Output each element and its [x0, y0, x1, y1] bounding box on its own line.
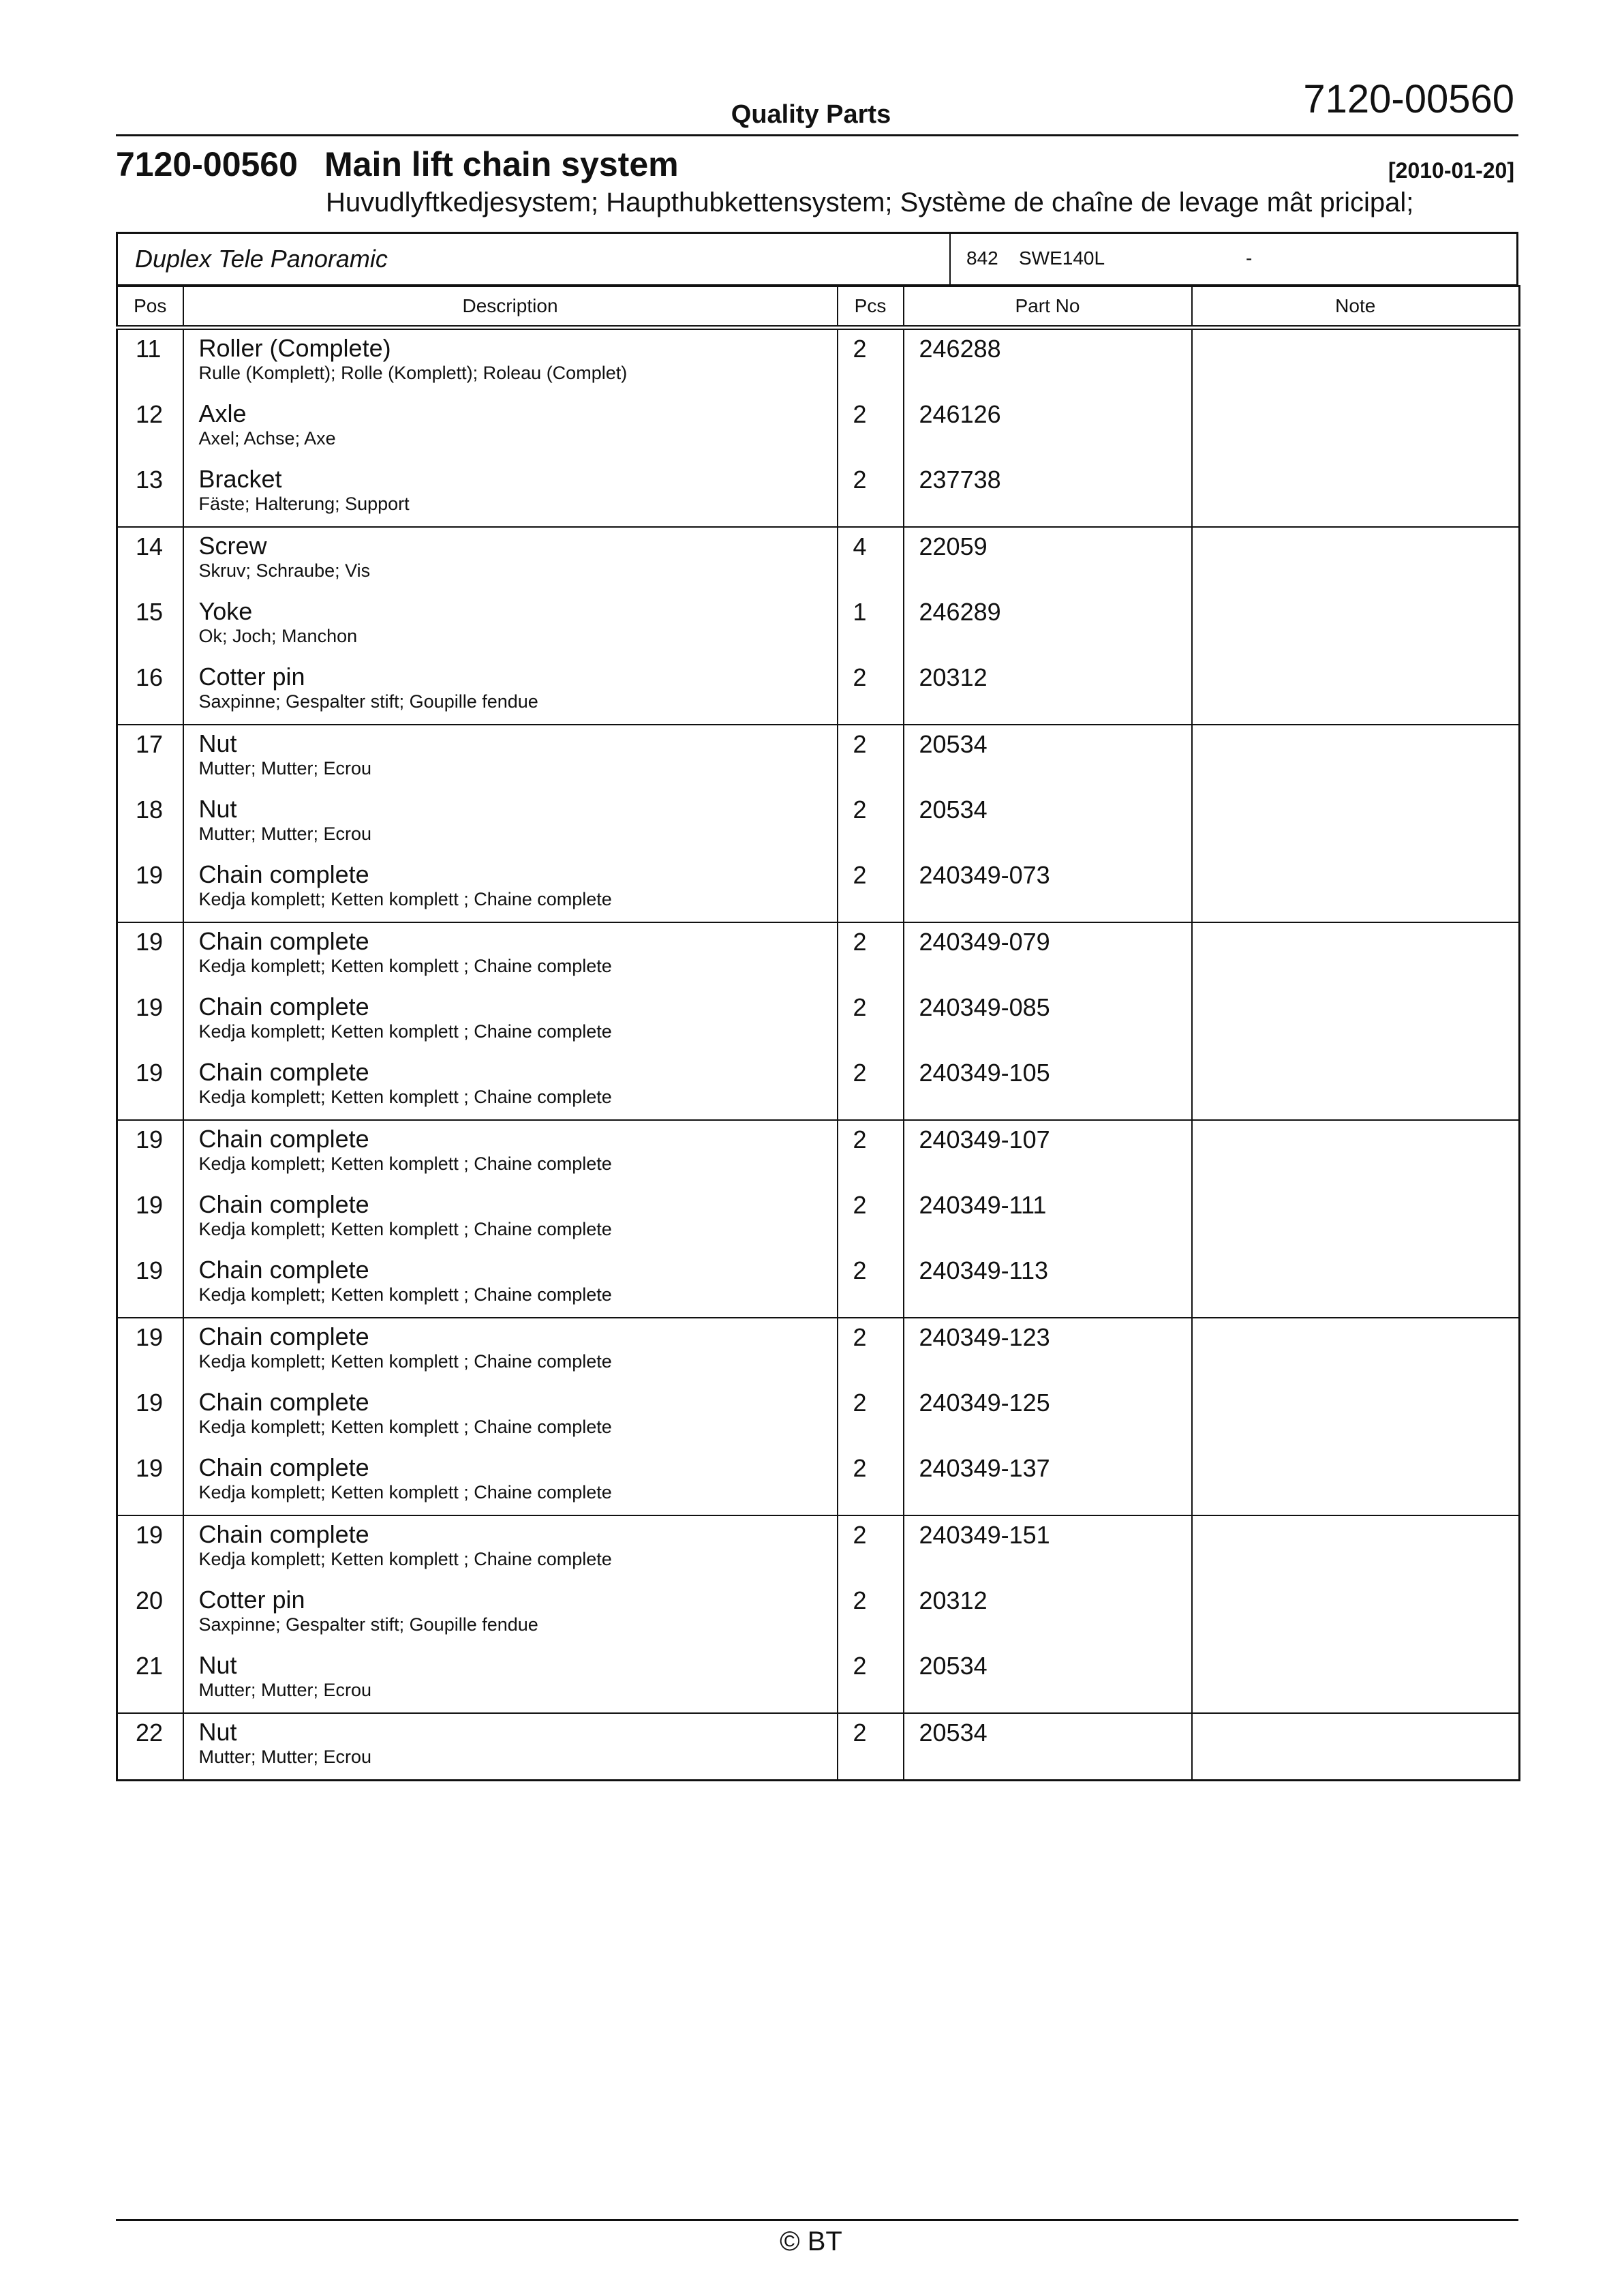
row-note: [1192, 1582, 1520, 1647]
row-part-no: 240349-105: [904, 1054, 1192, 1120]
row-note: [1192, 527, 1520, 593]
row-description-translations: Mutter; Mutter; Ecrou: [198, 1680, 372, 1700]
model-name: Duplex Tele Panoramic: [135, 245, 388, 273]
row-note: [1192, 1054, 1520, 1120]
row-pcs: 2: [838, 1120, 904, 1186]
row-part-no: 20534: [904, 791, 1192, 856]
parts-table: [116, 285, 1520, 1781]
column-header-pos: Pos: [117, 286, 183, 328]
row-description-main: Chain complete: [198, 927, 369, 955]
row-note: [1192, 1384, 1520, 1449]
table-row: [117, 1713, 1520, 1781]
row-description-main: Nut: [198, 729, 237, 757]
row-part-no: 20312: [904, 1582, 1192, 1647]
row-pcs: 2: [838, 1252, 904, 1318]
row-pcs: 2: [838, 856, 904, 922]
table-row: [117, 1515, 1520, 1582]
row-description-translations: Kedja komplett; Ketten komplett ; Chaine complete: [198, 889, 612, 909]
row-note: [1192, 988, 1520, 1054]
parts-table-body: [117, 328, 1520, 1781]
row-description: [183, 1318, 838, 1384]
row-description-main: Cotter pin: [198, 663, 305, 691]
row-description-translations: Kedja komplett; Ketten komplett ; Chaine complete: [198, 1351, 612, 1372]
row-pos: 21: [117, 1647, 183, 1713]
row-description-translations: Mutter; Mutter; Ecrou: [198, 1747, 372, 1767]
row-part-no: 240349-151: [904, 1515, 1192, 1582]
section-translations: Huvudlyftkedjesystem; Haupthubkettensystem; Système de chaîne de levage mât pricipal;: [326, 187, 1414, 217]
row-description-translations: Kedja komplett; Ketten komplett ; Chaine complete: [198, 1219, 612, 1239]
row-description-main: Chain complete: [198, 1190, 369, 1218]
row-description-translations: Kedja komplett; Ketten komplett ; Chaine complete: [198, 1549, 612, 1569]
row-description: [183, 659, 838, 725]
row-description-translations: Kedja komplett; Ketten komplett ; Chaine complete: [198, 1284, 612, 1305]
row-description-translations: Kedja komplett; Ketten komplett ; Chaine complete: [198, 1087, 612, 1107]
row-description: [183, 1054, 838, 1120]
row-part-no: 240349-123: [904, 1318, 1192, 1384]
row-description: [183, 725, 838, 791]
row-pos: 12: [117, 395, 183, 461]
column-header-part-no: Part No: [904, 286, 1192, 328]
row-description-main: Nut: [198, 1651, 237, 1679]
table-row: [117, 988, 1520, 1054]
row-note: [1192, 922, 1520, 988]
table-row: [117, 725, 1520, 791]
row-pos: 11: [117, 328, 183, 396]
row-note: [1192, 1252, 1520, 1318]
row-description-main: Chain complete: [198, 993, 369, 1021]
table-header-row: [117, 286, 1520, 328]
row-description: [183, 527, 838, 593]
table-row: [117, 659, 1520, 725]
header-doc-number: 7120-00560: [1303, 77, 1514, 121]
row-part-no: 237738: [904, 461, 1192, 527]
row-description: [183, 328, 838, 396]
row-part-no: 240349-111: [904, 1186, 1192, 1252]
model-code: 842: [966, 247, 998, 269]
row-note: [1192, 1515, 1520, 1582]
row-part-no: 20534: [904, 1713, 1192, 1781]
table-row: [117, 395, 1520, 461]
section-title: Main lift chain system: [324, 145, 679, 183]
row-pcs: 2: [838, 1054, 904, 1120]
row-description-main: Axle: [198, 399, 247, 427]
row-pcs: 2: [838, 1449, 904, 1515]
row-description-main: Roller (Complete): [198, 334, 391, 362]
row-part-no: 240349-137: [904, 1449, 1192, 1515]
section-code: 7120-00560: [116, 145, 298, 183]
row-pos: 19: [117, 1515, 183, 1582]
model-box: [116, 232, 1518, 286]
row-description-main: Chain complete: [198, 860, 369, 888]
row-note: [1192, 328, 1520, 396]
row-pos: 15: [117, 593, 183, 659]
row-note: [1192, 1713, 1520, 1781]
row-description-translations: Kedja komplett; Ketten komplett ; Chaine complete: [198, 1021, 612, 1042]
header-divider: [116, 134, 1518, 136]
row-pos: 16: [117, 659, 183, 725]
row-description: [183, 922, 838, 988]
header-title: Quality Parts: [731, 100, 891, 129]
row-description-translations: Saxpinne; Gespalter stift; Goupille fendue: [198, 1614, 538, 1635]
table-row: [117, 1582, 1520, 1647]
model-divider: [949, 234, 951, 284]
row-description-main: Yoke: [198, 597, 253, 625]
row-description-main: Chain complete: [198, 1323, 369, 1350]
column-header-note: Note: [1192, 286, 1520, 328]
table-row: [117, 1054, 1520, 1120]
row-note: [1192, 1647, 1520, 1713]
row-description: [183, 1647, 838, 1713]
table-row: [117, 328, 1520, 396]
row-pos: 18: [117, 791, 183, 856]
row-pcs: 2: [838, 1515, 904, 1582]
column-header-description: Description: [183, 286, 838, 328]
row-pcs: 2: [838, 1647, 904, 1713]
row-description-main: Bracket: [198, 465, 282, 493]
row-description-main: Chain complete: [198, 1125, 369, 1153]
row-pos: 19: [117, 922, 183, 988]
footer-divider: [116, 2219, 1518, 2221]
row-description-main: Screw: [198, 532, 267, 560]
row-description: [183, 395, 838, 461]
table-row: [117, 922, 1520, 988]
row-note: [1192, 461, 1520, 527]
row-description: [183, 1582, 838, 1647]
row-pcs: 2: [838, 1384, 904, 1449]
section-heading: [116, 145, 679, 184]
row-note: [1192, 1120, 1520, 1186]
row-note: [1192, 1318, 1520, 1384]
row-pos: 19: [117, 1054, 183, 1120]
row-description-translations: Kedja komplett; Ketten komplett ; Chaine complete: [198, 1417, 612, 1437]
row-pos: 19: [117, 1186, 183, 1252]
row-part-no: 246289: [904, 593, 1192, 659]
row-pos: 19: [117, 1384, 183, 1449]
table-row: [117, 856, 1520, 922]
row-description-main: Chain complete: [198, 1256, 369, 1284]
row-description: [183, 461, 838, 527]
row-pcs: 1: [838, 593, 904, 659]
row-pcs: 2: [838, 1713, 904, 1781]
row-description-translations: Skruv; Schraube; Vis: [198, 560, 371, 581]
row-description: [183, 1186, 838, 1252]
row-description-translations: Saxpinne; Gespalter stift; Goupille fendue: [198, 691, 538, 712]
row-pos: 13: [117, 461, 183, 527]
row-part-no: 240349-073: [904, 856, 1192, 922]
table-row: [117, 1449, 1520, 1515]
row-part-no: 240349-113: [904, 1252, 1192, 1318]
row-description: [183, 791, 838, 856]
row-part-no: 240349-107: [904, 1120, 1192, 1186]
row-pcs: 2: [838, 1186, 904, 1252]
table-row: [117, 461, 1520, 527]
row-pos: 19: [117, 1120, 183, 1186]
row-part-no: 240349-079: [904, 922, 1192, 988]
table-row: [117, 1120, 1520, 1186]
table-row: [117, 791, 1520, 856]
row-pos: 19: [117, 1449, 183, 1515]
row-note: [1192, 725, 1520, 791]
row-description: [183, 988, 838, 1054]
row-description-translations: Mutter; Mutter; Ecrou: [198, 824, 372, 844]
row-description: [183, 1515, 838, 1582]
row-description-translations: Fäste; Halterung; Support: [198, 494, 410, 514]
row-pos: 19: [117, 856, 183, 922]
row-description: [183, 1252, 838, 1318]
row-pcs: 2: [838, 791, 904, 856]
row-pcs: 2: [838, 1582, 904, 1647]
row-note: [1192, 593, 1520, 659]
table-row: [117, 1318, 1520, 1384]
row-pos: 20: [117, 1582, 183, 1647]
row-pcs: 2: [838, 659, 904, 725]
table-row: [117, 1384, 1520, 1449]
row-pcs: 2: [838, 395, 904, 461]
row-description: [183, 1384, 838, 1449]
row-part-no: 20534: [904, 1647, 1192, 1713]
row-description: [183, 1449, 838, 1515]
row-note: [1192, 856, 1520, 922]
model-type: SWE140L: [1019, 247, 1105, 269]
row-pcs: 2: [838, 1318, 904, 1384]
table-row: [117, 1252, 1520, 1318]
section-date: [2010-01-20]: [1388, 158, 1514, 183]
row-description-translations: Kedja komplett; Ketten komplett ; Chaine complete: [198, 956, 612, 976]
row-note: [1192, 1186, 1520, 1252]
row-part-no: 20534: [904, 725, 1192, 791]
row-note: [1192, 791, 1520, 856]
row-description-translations: Ok; Joch; Manchon: [198, 626, 358, 646]
row-pcs: 4: [838, 527, 904, 593]
row-part-no: 246288: [904, 328, 1192, 396]
row-description-translations: Kedja komplett; Ketten komplett ; Chaine complete: [198, 1153, 612, 1174]
row-description-translations: Mutter; Mutter; Ecrou: [198, 758, 372, 779]
row-pos: 17: [117, 725, 183, 791]
row-description: [183, 1713, 838, 1781]
row-description: [183, 856, 838, 922]
model-extra: -: [1246, 247, 1253, 269]
row-pos: 14: [117, 527, 183, 593]
footer-copyright: © BT: [780, 2226, 842, 2256]
row-description-main: Chain complete: [198, 1058, 369, 1086]
row-description-translations: Rulle (Komplett); Rolle (Komplett); Roleau (Complet): [198, 363, 628, 383]
row-pcs: 2: [838, 725, 904, 791]
row-description: [183, 1120, 838, 1186]
row-description-main: Chain complete: [198, 1388, 369, 1416]
row-pcs: 2: [838, 461, 904, 527]
row-pcs: 2: [838, 922, 904, 988]
table-row: [117, 1186, 1520, 1252]
row-description: [183, 593, 838, 659]
row-pos: 22: [117, 1713, 183, 1781]
row-description-translations: Axel; Achse; Axe: [198, 428, 336, 449]
column-header-pcs: Pcs: [838, 286, 904, 328]
table-row: [117, 593, 1520, 659]
row-pcs: 2: [838, 988, 904, 1054]
row-part-no: 240349-085: [904, 988, 1192, 1054]
table-row: [117, 527, 1520, 593]
row-pos: 19: [117, 1318, 183, 1384]
row-pcs: 2: [838, 328, 904, 396]
row-part-no: 20312: [904, 659, 1192, 725]
row-description-main: Cotter pin: [198, 1586, 305, 1614]
row-description-main: Nut: [198, 1718, 237, 1746]
row-note: [1192, 395, 1520, 461]
row-pos: 19: [117, 988, 183, 1054]
row-note: [1192, 659, 1520, 725]
row-part-no: 22059: [904, 527, 1192, 593]
row-description-main: Chain complete: [198, 1520, 369, 1548]
row-description-translations: Kedja komplett; Ketten komplett ; Chaine complete: [198, 1482, 612, 1502]
table-row: [117, 1647, 1520, 1713]
row-description-main: Chain complete: [198, 1453, 369, 1481]
row-description-main: Nut: [198, 795, 237, 823]
row-part-no: 246126: [904, 395, 1192, 461]
row-part-no: 240349-125: [904, 1384, 1192, 1449]
row-pos: 19: [117, 1252, 183, 1318]
row-note: [1192, 1449, 1520, 1515]
